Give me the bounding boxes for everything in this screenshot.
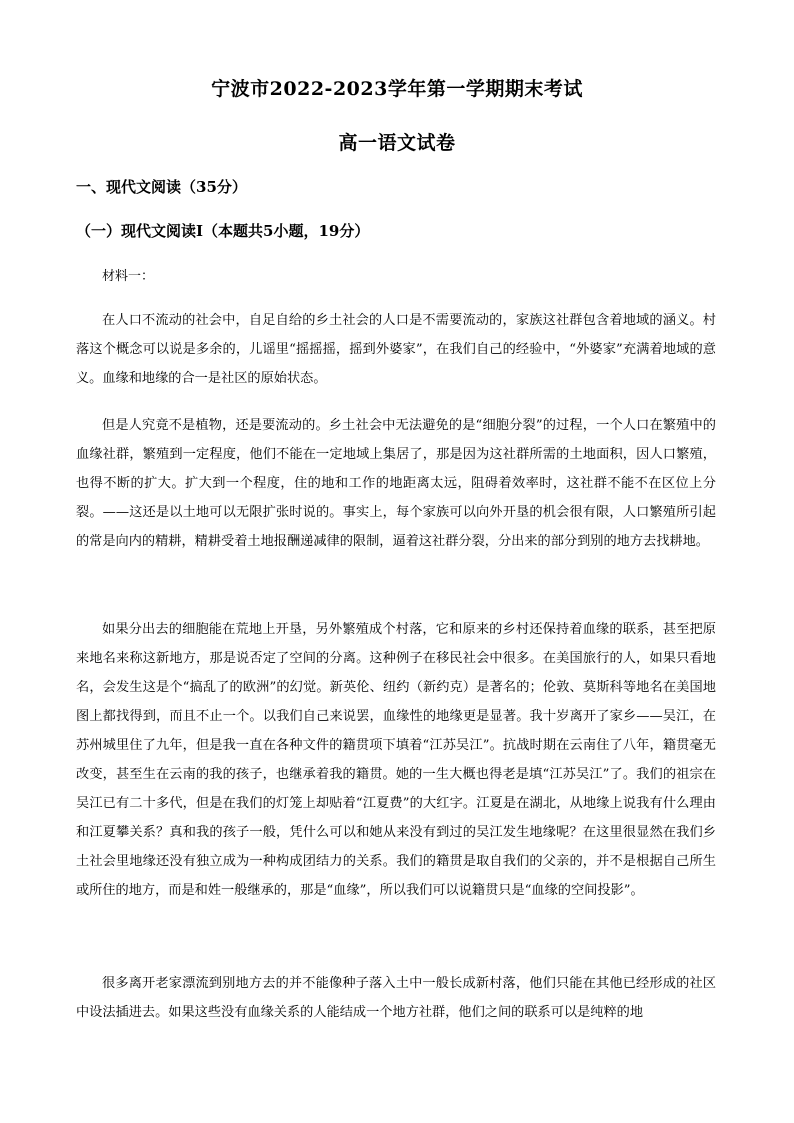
section-heading: 一、现代文阅读（35分）: [76, 178, 247, 196]
subsection-heading: （一）现代文阅读Ⅰ（本题共5小题，19分）: [76, 222, 370, 240]
exam-subtitle: 高一语文试卷: [338, 132, 456, 154]
paragraph: 但是人究竟不是植物，还是要流动的。乡土社会中无法避免的是“细胞分裂”的过程，一个人口在繁殖中的血缘社群，繁殖到一定程度，他们不能在一定地域上集居了，那是因为这社群所需的土地面积，因人口繁殖，也得不断的扩大。扩大到一个程度，住的地和工作的地距离太远，阻碍着效率时，这社群不能不在区位上分裂。——这还是以土地可以无限扩张时说的。事实上，每个家族可以向外开垦的机会很有限，人口繁殖所引起的常是向内的精耕，精耕受着土地报酬递减律的限制，逼着这社群分裂，分出来的部分到别的地方去找耕地。: [76, 418, 716, 549]
material-label: 材料一：: [102, 269, 155, 284]
paragraph: 很多离开老家漂流到别地方去的并不能像种子落入土中一般长成新村落，他们只能在其他已经形成的社区中设法插进去。如果这些没有血缘关系的人能结成一个地方社群，他们之间的联系可以是纯粹的地: [76, 976, 716, 1020]
paragraph: 在人口不流动的社会中，自足自给的乡土社会的人口是不需要流动的，家族这社群包含着地域的涵义。村落这个概念可以说是多余的，儿谣里“摇摇摇，摇到外婆家”，在我们自己的经验中，“外婆家”充满着地域的意义。血缘和地缘的合一是社区的原始状态。: [76, 313, 716, 386]
paragraph: 如果分出去的细胞能在荒地上开垦，另外繁殖成个村落，它和原来的乡村还保持着血缘的联系，甚至把原来地名来称这新地方，那是说否定了空间的分离。这种例子在移民社会中很多。在美国旅行的人，如果只看地名，会发生这是个“搞乱了的欧洲”的幻觉。新英伦、纽约（新约克）是著名的；伦敦、莫斯科等地名在美国地图上都找得到，而且不止一个。以我们自己来说罢，血缘性的地缘更是显著。我十岁离开了家乡——吴江，在苏州城里住了九年，但是我一直在各种文件的籍贯项下填着“江苏吴江”。抗战时期在云南住了八年，籍贯毫无改变，甚至生在云南的我的孩子，也继承着我的籍贯。她的一生大概也得老是填“江苏吴江”了。我们的祖宗在吴江已有二十多代，但是在我们的灯笼上却贴着“江夏费”的大红字。江夏是在湖北，从地缘上说我有什么理由和江夏攀关系？真和我的孩子一般，凭什么可以和她从来没有到过的吴江发生地缘呢？在这里很显然在我们乡土社会里地缘还没有独立成为一种构成团结力的关系。我们的籍贯是取自我们的父亲的，并不是根据自己所生或所住的地方，而是和姓一般继承的，那是“血缘”，所以我们可以说籍贯只是“血缘的空间投影”。: [76, 622, 716, 898]
exam-title: 宁波市2022-2023学年第一学期期末考试: [211, 78, 583, 100]
